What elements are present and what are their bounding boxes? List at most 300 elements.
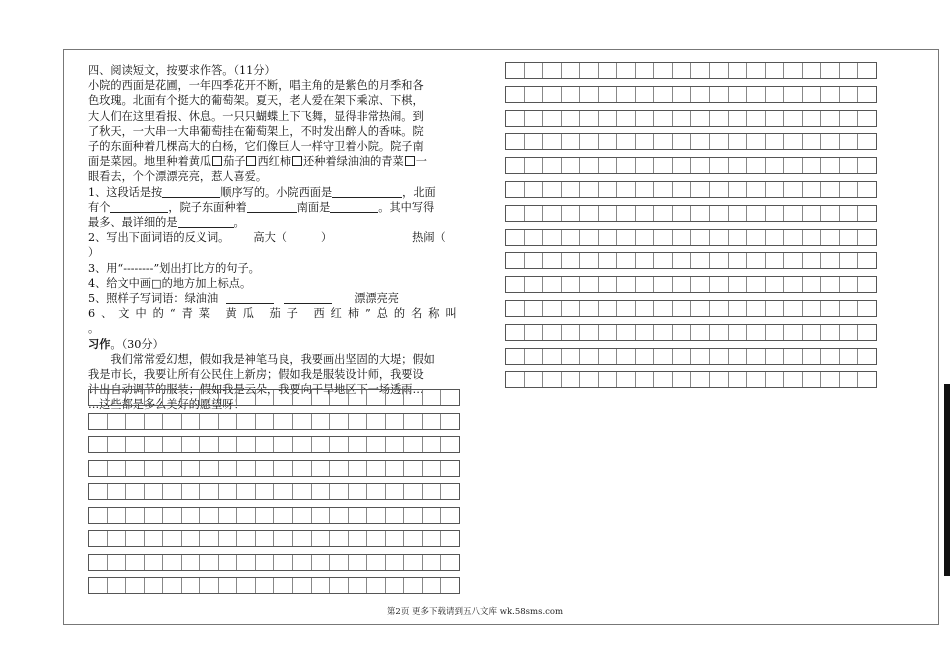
grid-cell[interactable] xyxy=(784,87,803,102)
grid-cell[interactable] xyxy=(543,372,562,387)
grid-cell[interactable] xyxy=(525,206,544,221)
grid-cell[interactable] xyxy=(654,277,673,292)
grid-cell[interactable] xyxy=(182,555,201,570)
grid-cell[interactable] xyxy=(423,555,442,570)
grid-cell[interactable] xyxy=(506,111,525,126)
grid-cell[interactable] xyxy=(710,325,729,340)
grid-cell[interactable] xyxy=(404,414,423,429)
grid-cell[interactable] xyxy=(691,134,710,149)
grid-cell[interactable] xyxy=(636,277,655,292)
grid-cell[interactable] xyxy=(219,390,238,405)
grid-cell[interactable] xyxy=(691,206,710,221)
grid-cell[interactable] xyxy=(580,230,599,245)
grid-cell[interactable] xyxy=(330,414,349,429)
answer-blank[interactable] xyxy=(178,216,234,228)
grid-cell[interactable] xyxy=(803,253,822,268)
grid-cell[interactable] xyxy=(840,206,859,221)
grid-cell[interactable] xyxy=(274,437,293,452)
grid-cell[interactable] xyxy=(562,134,581,149)
grid-cell[interactable] xyxy=(274,484,293,499)
grid-cell[interactable] xyxy=(126,414,145,429)
grid-cell[interactable] xyxy=(840,301,859,316)
grid-cell[interactable] xyxy=(293,390,312,405)
grid-cell[interactable] xyxy=(747,111,766,126)
grid-cell[interactable] xyxy=(525,111,544,126)
grid-cell[interactable] xyxy=(858,206,876,221)
grid-row[interactable] xyxy=(505,205,877,222)
grid-cell[interactable] xyxy=(691,158,710,173)
grid-cell[interactable] xyxy=(441,414,459,429)
grid-row[interactable] xyxy=(88,413,460,430)
grid-cell[interactable] xyxy=(617,63,636,78)
grid-cell[interactable] xyxy=(274,555,293,570)
grid-cell[interactable] xyxy=(636,158,655,173)
grid-cell[interactable] xyxy=(580,349,599,364)
grid-cell[interactable] xyxy=(182,414,201,429)
grid-cell[interactable] xyxy=(691,349,710,364)
grid-cell[interactable] xyxy=(747,253,766,268)
grid-cell[interactable] xyxy=(525,325,544,340)
grid-row[interactable] xyxy=(505,371,877,388)
grid-cell[interactable] xyxy=(256,414,275,429)
grid-cell[interactable] xyxy=(858,325,876,340)
grid-cell[interactable] xyxy=(423,414,442,429)
grid-cell[interactable] xyxy=(349,437,368,452)
grid-cell[interactable] xyxy=(729,206,748,221)
grid-cell[interactable] xyxy=(840,111,859,126)
grid-row[interactable] xyxy=(505,252,877,269)
grid-cell[interactable] xyxy=(237,437,256,452)
grid-cell[interactable] xyxy=(506,87,525,102)
grid-cell[interactable] xyxy=(182,484,201,499)
grid-cell[interactable] xyxy=(691,182,710,197)
grid-row[interactable] xyxy=(505,157,877,174)
grid-cell[interactable] xyxy=(580,325,599,340)
grid-cell[interactable] xyxy=(691,230,710,245)
grid-cell[interactable] xyxy=(200,461,219,476)
grid-cell[interactable] xyxy=(654,349,673,364)
grid-cell[interactable] xyxy=(599,230,618,245)
grid-cell[interactable] xyxy=(441,437,459,452)
grid-cell[interactable] xyxy=(330,578,349,593)
grid-cell[interactable] xyxy=(312,531,331,546)
grid-cell[interactable] xyxy=(710,182,729,197)
grid-cell[interactable] xyxy=(654,301,673,316)
answer-blank[interactable] xyxy=(110,201,168,213)
grid-cell[interactable] xyxy=(330,508,349,523)
grid-cell[interactable] xyxy=(636,230,655,245)
grid-cell[interactable] xyxy=(386,390,405,405)
grid-cell[interactable] xyxy=(200,484,219,499)
grid-cell[interactable] xyxy=(636,206,655,221)
grid-cell[interactable] xyxy=(747,372,766,387)
grid-cell[interactable] xyxy=(237,414,256,429)
grid-cell[interactable] xyxy=(803,325,822,340)
grid-cell[interactable] xyxy=(599,87,618,102)
grid-cell[interactable] xyxy=(182,390,201,405)
grid-cell[interactable] xyxy=(599,349,618,364)
grid-cell[interactable] xyxy=(710,372,729,387)
grid-row[interactable] xyxy=(505,86,877,103)
grid-cell[interactable] xyxy=(691,325,710,340)
grid-cell[interactable] xyxy=(729,182,748,197)
grid-cell[interactable] xyxy=(423,390,442,405)
grid-cell[interactable] xyxy=(673,158,692,173)
grid-cell[interactable] xyxy=(840,63,859,78)
grid-cell[interactable] xyxy=(89,461,108,476)
grid-cell[interactable] xyxy=(766,325,785,340)
grid-cell[interactable] xyxy=(525,182,544,197)
grid-cell[interactable] xyxy=(562,63,581,78)
grid-cell[interactable] xyxy=(543,253,562,268)
grid-cell[interactable] xyxy=(256,390,275,405)
grid-cell[interactable] xyxy=(766,349,785,364)
grid-cell[interactable] xyxy=(747,63,766,78)
grid-cell[interactable] xyxy=(108,414,127,429)
grid-cell[interactable] xyxy=(367,578,386,593)
grid-cell[interactable] xyxy=(747,301,766,316)
grid-cell[interactable] xyxy=(636,301,655,316)
grid-cell[interactable] xyxy=(274,508,293,523)
grid-cell[interactable] xyxy=(654,134,673,149)
grid-cell[interactable] xyxy=(729,158,748,173)
composition-grid-right[interactable] xyxy=(505,62,877,404)
grid-cell[interactable] xyxy=(256,531,275,546)
grid-cell[interactable] xyxy=(256,578,275,593)
grid-cell[interactable] xyxy=(803,301,822,316)
grid-cell[interactable] xyxy=(691,63,710,78)
grid-cell[interactable] xyxy=(858,134,876,149)
grid-cell[interactable] xyxy=(219,461,238,476)
grid-cell[interactable] xyxy=(840,349,859,364)
grid-cell[interactable] xyxy=(108,437,127,452)
grid-cell[interactable] xyxy=(840,158,859,173)
grid-cell[interactable] xyxy=(237,508,256,523)
grid-cell[interactable] xyxy=(766,158,785,173)
grid-cell[interactable] xyxy=(840,277,859,292)
grid-cell[interactable] xyxy=(729,325,748,340)
grid-cell[interactable] xyxy=(256,484,275,499)
grid-cell[interactable] xyxy=(525,158,544,173)
grid-cell[interactable] xyxy=(145,461,164,476)
grid-cell[interactable] xyxy=(729,230,748,245)
grid-cell[interactable] xyxy=(293,437,312,452)
grid-cell[interactable] xyxy=(404,578,423,593)
grid-cell[interactable] xyxy=(599,301,618,316)
grid-cell[interactable] xyxy=(821,182,840,197)
grid-cell[interactable] xyxy=(821,63,840,78)
grid-cell[interactable] xyxy=(858,301,876,316)
grid-row[interactable] xyxy=(505,133,877,150)
grid-cell[interactable] xyxy=(766,134,785,149)
grid-cell[interactable] xyxy=(506,349,525,364)
grid-cell[interactable] xyxy=(617,301,636,316)
grid-cell[interactable] xyxy=(747,134,766,149)
grid-cell[interactable] xyxy=(580,277,599,292)
grid-row[interactable] xyxy=(505,348,877,365)
grid-cell[interactable] xyxy=(766,111,785,126)
grid-cell[interactable] xyxy=(803,372,822,387)
grid-cell[interactable] xyxy=(562,349,581,364)
grid-cell[interactable] xyxy=(349,578,368,593)
grid-cell[interactable] xyxy=(784,158,803,173)
grid-cell[interactable] xyxy=(580,206,599,221)
grid-cell[interactable] xyxy=(580,158,599,173)
grid-cell[interactable] xyxy=(367,414,386,429)
grid-cell[interactable] xyxy=(367,531,386,546)
grid-cell[interactable] xyxy=(367,390,386,405)
grid-cell[interactable] xyxy=(654,325,673,340)
grid-cell[interactable] xyxy=(108,508,127,523)
grid-cell[interactable] xyxy=(386,508,405,523)
grid-cell[interactable] xyxy=(330,484,349,499)
grid-cell[interactable] xyxy=(506,134,525,149)
grid-cell[interactable] xyxy=(293,414,312,429)
grid-cell[interactable] xyxy=(729,134,748,149)
grid-cell[interactable] xyxy=(617,253,636,268)
grid-cell[interactable] xyxy=(729,372,748,387)
grid-cell[interactable] xyxy=(710,277,729,292)
grid-cell[interactable] xyxy=(525,349,544,364)
grid-cell[interactable] xyxy=(784,277,803,292)
grid-cell[interactable] xyxy=(821,349,840,364)
grid-cell[interactable] xyxy=(599,158,618,173)
grid-cell[interactable] xyxy=(673,134,692,149)
grid-cell[interactable] xyxy=(293,555,312,570)
grid-cell[interactable] xyxy=(163,555,182,570)
grid-cell[interactable] xyxy=(126,484,145,499)
grid-cell[interactable] xyxy=(710,349,729,364)
grid-cell[interactable] xyxy=(821,372,840,387)
grid-cell[interactable] xyxy=(599,277,618,292)
grid-cell[interactable] xyxy=(543,277,562,292)
grid-cell[interactable] xyxy=(710,111,729,126)
grid-cell[interactable] xyxy=(821,206,840,221)
grid-cell[interactable] xyxy=(404,437,423,452)
grid-cell[interactable] xyxy=(200,531,219,546)
grid-cell[interactable] xyxy=(673,230,692,245)
grid-cell[interactable] xyxy=(766,301,785,316)
grid-cell[interactable] xyxy=(525,372,544,387)
grid-cell[interactable] xyxy=(312,390,331,405)
grid-cell[interactable] xyxy=(163,461,182,476)
grid-cell[interactable] xyxy=(580,253,599,268)
grid-cell[interactable] xyxy=(145,484,164,499)
grid-cell[interactable] xyxy=(506,230,525,245)
grid-cell[interactable] xyxy=(636,87,655,102)
grid-cell[interactable] xyxy=(636,253,655,268)
grid-cell[interactable] xyxy=(747,230,766,245)
grid-cell[interactable] xyxy=(580,111,599,126)
grid-cell[interactable] xyxy=(784,111,803,126)
grid-cell[interactable] xyxy=(562,230,581,245)
grid-cell[interactable] xyxy=(274,390,293,405)
grid-cell[interactable] xyxy=(729,253,748,268)
grid-cell[interactable] xyxy=(673,182,692,197)
grid-cell[interactable] xyxy=(784,230,803,245)
grid-cell[interactable] xyxy=(237,555,256,570)
grid-cell[interactable] xyxy=(562,301,581,316)
grid-cell[interactable] xyxy=(562,182,581,197)
grid-cell[interactable] xyxy=(729,111,748,126)
answer-blank[interactable] xyxy=(226,292,274,304)
grid-cell[interactable] xyxy=(506,158,525,173)
grid-cell[interactable] xyxy=(108,484,127,499)
grid-cell[interactable] xyxy=(636,182,655,197)
grid-cell[interactable] xyxy=(673,277,692,292)
grid-cell[interactable] xyxy=(858,63,876,78)
grid-cell[interactable] xyxy=(766,253,785,268)
grid-cell[interactable] xyxy=(256,437,275,452)
grid-cell[interactable] xyxy=(784,182,803,197)
grid-cell[interactable] xyxy=(729,87,748,102)
grid-cell[interactable] xyxy=(580,301,599,316)
grid-cell[interactable] xyxy=(506,372,525,387)
grid-cell[interactable] xyxy=(710,87,729,102)
grid-cell[interactable] xyxy=(126,578,145,593)
grid-cell[interactable] xyxy=(617,325,636,340)
grid-cell[interactable] xyxy=(766,182,785,197)
grid-row[interactable] xyxy=(88,577,460,594)
grid-cell[interactable] xyxy=(89,390,108,405)
grid-cell[interactable] xyxy=(274,414,293,429)
grid-cell[interactable] xyxy=(423,508,442,523)
grid-cell[interactable] xyxy=(673,111,692,126)
grid-cell[interactable] xyxy=(89,484,108,499)
grid-cell[interactable] xyxy=(126,390,145,405)
grid-cell[interactable] xyxy=(219,578,238,593)
grid-cell[interactable] xyxy=(182,578,201,593)
grid-cell[interactable] xyxy=(163,578,182,593)
grid-cell[interactable] xyxy=(617,349,636,364)
grid-cell[interactable] xyxy=(404,555,423,570)
grid-cell[interactable] xyxy=(543,87,562,102)
grid-cell[interactable] xyxy=(330,531,349,546)
grid-cell[interactable] xyxy=(803,230,822,245)
grid-cell[interactable] xyxy=(182,508,201,523)
grid-cell[interactable] xyxy=(200,437,219,452)
grid-cell[interactable] xyxy=(803,158,822,173)
answer-blank[interactable] xyxy=(284,292,332,304)
grid-cell[interactable] xyxy=(312,578,331,593)
grid-cell[interactable] xyxy=(766,372,785,387)
grid-cell[interactable] xyxy=(367,484,386,499)
grid-cell[interactable] xyxy=(784,349,803,364)
grid-cell[interactable] xyxy=(747,206,766,221)
grid-cell[interactable] xyxy=(840,372,859,387)
grid-cell[interactable] xyxy=(441,578,459,593)
grid-cell[interactable] xyxy=(200,414,219,429)
grid-cell[interactable] xyxy=(237,531,256,546)
grid-cell[interactable] xyxy=(654,182,673,197)
grid-cell[interactable] xyxy=(386,461,405,476)
grid-cell[interactable] xyxy=(691,277,710,292)
grid-cell[interactable] xyxy=(274,461,293,476)
grid-cell[interactable] xyxy=(673,325,692,340)
grid-cell[interactable] xyxy=(525,134,544,149)
grid-cell[interactable] xyxy=(145,555,164,570)
grid-cell[interactable] xyxy=(617,372,636,387)
grid-cell[interactable] xyxy=(543,134,562,149)
grid-cell[interactable] xyxy=(784,301,803,316)
grid-cell[interactable] xyxy=(349,484,368,499)
grid-cell[interactable] xyxy=(543,158,562,173)
answer-blank[interactable] xyxy=(162,186,220,198)
grid-cell[interactable] xyxy=(312,437,331,452)
grid-cell[interactable] xyxy=(599,325,618,340)
composition-grid-left[interactable] xyxy=(88,389,460,597)
grid-cell[interactable] xyxy=(367,461,386,476)
grid-cell[interactable] xyxy=(441,531,459,546)
grid-cell[interactable] xyxy=(599,372,618,387)
grid-cell[interactable] xyxy=(108,531,127,546)
grid-cell[interactable] xyxy=(562,158,581,173)
grid-cell[interactable] xyxy=(441,508,459,523)
grid-row[interactable] xyxy=(88,530,460,547)
grid-cell[interactable] xyxy=(89,437,108,452)
grid-cell[interactable] xyxy=(163,390,182,405)
grid-cell[interactable] xyxy=(784,63,803,78)
grid-cell[interactable] xyxy=(219,437,238,452)
grid-cell[interactable] xyxy=(599,253,618,268)
grid-cell[interactable] xyxy=(543,182,562,197)
grid-cell[interactable] xyxy=(803,87,822,102)
grid-cell[interactable] xyxy=(654,230,673,245)
grid-cell[interactable] xyxy=(747,349,766,364)
grid-cell[interactable] xyxy=(237,390,256,405)
grid-cell[interactable] xyxy=(126,508,145,523)
grid-cell[interactable] xyxy=(386,437,405,452)
grid-cell[interactable] xyxy=(367,555,386,570)
grid-cell[interactable] xyxy=(89,414,108,429)
grid-cell[interactable] xyxy=(349,461,368,476)
grid-cell[interactable] xyxy=(293,508,312,523)
grid-cell[interactable] xyxy=(330,461,349,476)
grid-cell[interactable] xyxy=(274,578,293,593)
grid-cell[interactable] xyxy=(747,182,766,197)
grid-cell[interactable] xyxy=(386,555,405,570)
punctuation-box[interactable] xyxy=(246,156,256,166)
grid-cell[interactable] xyxy=(654,111,673,126)
grid-cell[interactable] xyxy=(710,63,729,78)
grid-cell[interactable] xyxy=(89,508,108,523)
grid-cell[interactable] xyxy=(710,301,729,316)
grid-cell[interactable] xyxy=(506,253,525,268)
grid-cell[interactable] xyxy=(312,461,331,476)
grid-cell[interactable] xyxy=(821,111,840,126)
grid-cell[interactable] xyxy=(654,206,673,221)
grid-cell[interactable] xyxy=(163,484,182,499)
grid-cell[interactable] xyxy=(404,484,423,499)
grid-cell[interactable] xyxy=(349,555,368,570)
grid-cell[interactable] xyxy=(543,63,562,78)
grid-cell[interactable] xyxy=(386,414,405,429)
grid-cell[interactable] xyxy=(219,508,238,523)
grid-cell[interactable] xyxy=(126,531,145,546)
grid-cell[interactable] xyxy=(858,277,876,292)
grid-cell[interactable] xyxy=(219,531,238,546)
grid-cell[interactable] xyxy=(803,134,822,149)
grid-cell[interactable] xyxy=(858,230,876,245)
grid-row[interactable] xyxy=(505,229,877,246)
grid-cell[interactable] xyxy=(219,484,238,499)
grid-cell[interactable] xyxy=(821,158,840,173)
grid-cell[interactable] xyxy=(840,134,859,149)
grid-cell[interactable] xyxy=(599,63,618,78)
grid-cell[interactable] xyxy=(386,484,405,499)
grid-cell[interactable] xyxy=(766,87,785,102)
grid-cell[interactable] xyxy=(710,134,729,149)
